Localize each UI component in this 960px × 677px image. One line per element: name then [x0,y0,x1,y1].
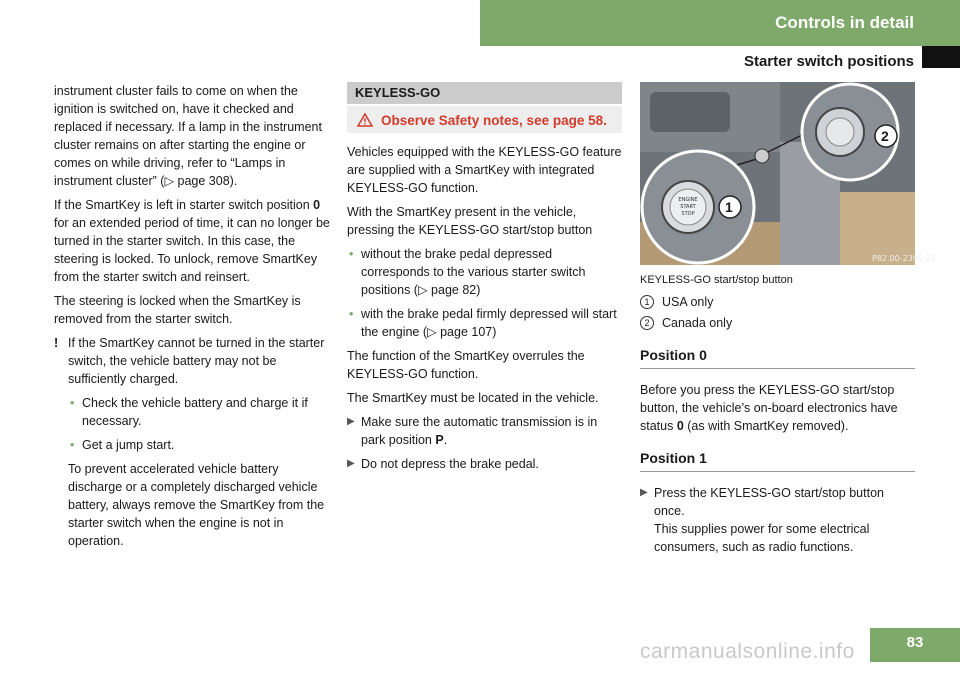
step-item: ▶ Do not depress the brake pedal. [347,457,539,471]
section-heading-position-0: Position 0 [640,346,915,369]
step-item: ▶ Make sure the automatic transmission is in park position P. [347,415,598,447]
paragraph: To prevent accelerated vehicle battery discharge or a completely discharged vehicle battery, always remove the SmartKey from the starter switch when the engine is not in operation. [68,462,325,548]
paragraph: If the SmartKey is left in starter switch position 0 for an extended period of time, it can no longer be turned in the starter switch. In this case, the steering is locked. To unlock, remove SmartKey from the starter switch and reinsert. [54,198,330,284]
legend-item: 2 Canada only [640,314,915,332]
keyless-go-photo [640,82,937,265]
list-item: • without the brake pedal depressed corresponds to the various starter switch positions (▷ page 82) [349,247,586,297]
paragraph: The SmartKey must be located in the vehicle. [347,391,599,405]
step-arrow-icon: ▶ [347,416,355,427]
section-heading-position-1: Position 1 [640,449,915,472]
header-subsection-title: Starter switch positions [743,53,914,70]
step-item: ▶ Press the KEYLESS-GO start/stop button once. This supplies power for some electrical consumers, such as radio functions. [640,486,884,554]
step-arrow-icon: ▶ [640,487,648,498]
paragraph: Vehicles equipped with the KEYLESS-GO feature are supplied with a SmartKey with integrated KEYLESS-GO function. [347,145,622,195]
photo-caption: KEYLESS-GO start/stop button [640,274,793,286]
paragraph: The function of the SmartKey overrules the KEYLESS-GO function. [347,349,585,381]
list-item: • Get a jump start. [70,438,175,452]
column-right [640,82,937,562]
list-item: • with the brake pedal firmly depressed will start the engine (▷ page 107) [349,307,617,339]
paragraph: The steering is locked when the SmartKey is removed from the starter switch. [54,294,301,326]
callout-2: 2 [881,128,889,144]
exclamation-icon: ! [54,336,59,350]
header-section-title: Controls in detail [775,13,914,32]
column-left [54,82,330,556]
bullet-icon: • [70,438,75,452]
svg-text:START: START [680,204,696,210]
svg-text:ENGINE: ENGINE [678,197,698,203]
legend-number: 2 [640,316,654,330]
paragraph: With the SmartKey present in the vehicle, pressing the KEYLESS-GO start/stop button [347,205,593,237]
photo-code: P82.00-2395-31 [872,254,937,263]
step-arrow-icon: ▶ [347,458,355,469]
page-number: 83 [870,628,960,662]
legend-number: 1 [640,295,654,309]
section-heading: KEYLESS-GO [347,82,622,104]
callout-1: 1 [725,199,733,215]
paragraph: instrument cluster fails to come on when the ignition is switched on, have it checked and replaced if necessary. If a lamp in the instrument cluster remains on after starting the engine or comes on while driving, refer to “Lamps in instrument cluster” (▷ page 308). [54,84,322,188]
bullet-icon: • [349,247,354,261]
bullet-icon: • [70,396,75,410]
caution-note: ! If the SmartKey cannot be turned in the starter switch, the vehicle battery may not be sufficiently charged. [54,336,325,386]
photo-illustration [640,82,937,265]
list-item: • Check the vehicle battery and charge it if necessary. [70,396,308,428]
watermark: carmanualsonline.info [640,640,855,663]
legend-item: 1 USA only [640,293,915,311]
safety-warning: Observe Safety notes, see page 58. [347,106,622,133]
header-tab-marker [922,46,960,68]
warning-triangle-icon [357,113,373,127]
header-section-bar [480,0,960,46]
paragraph: Before you press the KEYLESS-GO start/stop button, the vehicle’s on-board electronics have status 0 (as with SmartKey removed). [640,383,898,433]
column-middle [347,82,622,479]
bullet-icon: • [349,307,354,321]
svg-text:STOP: STOP [681,211,695,217]
